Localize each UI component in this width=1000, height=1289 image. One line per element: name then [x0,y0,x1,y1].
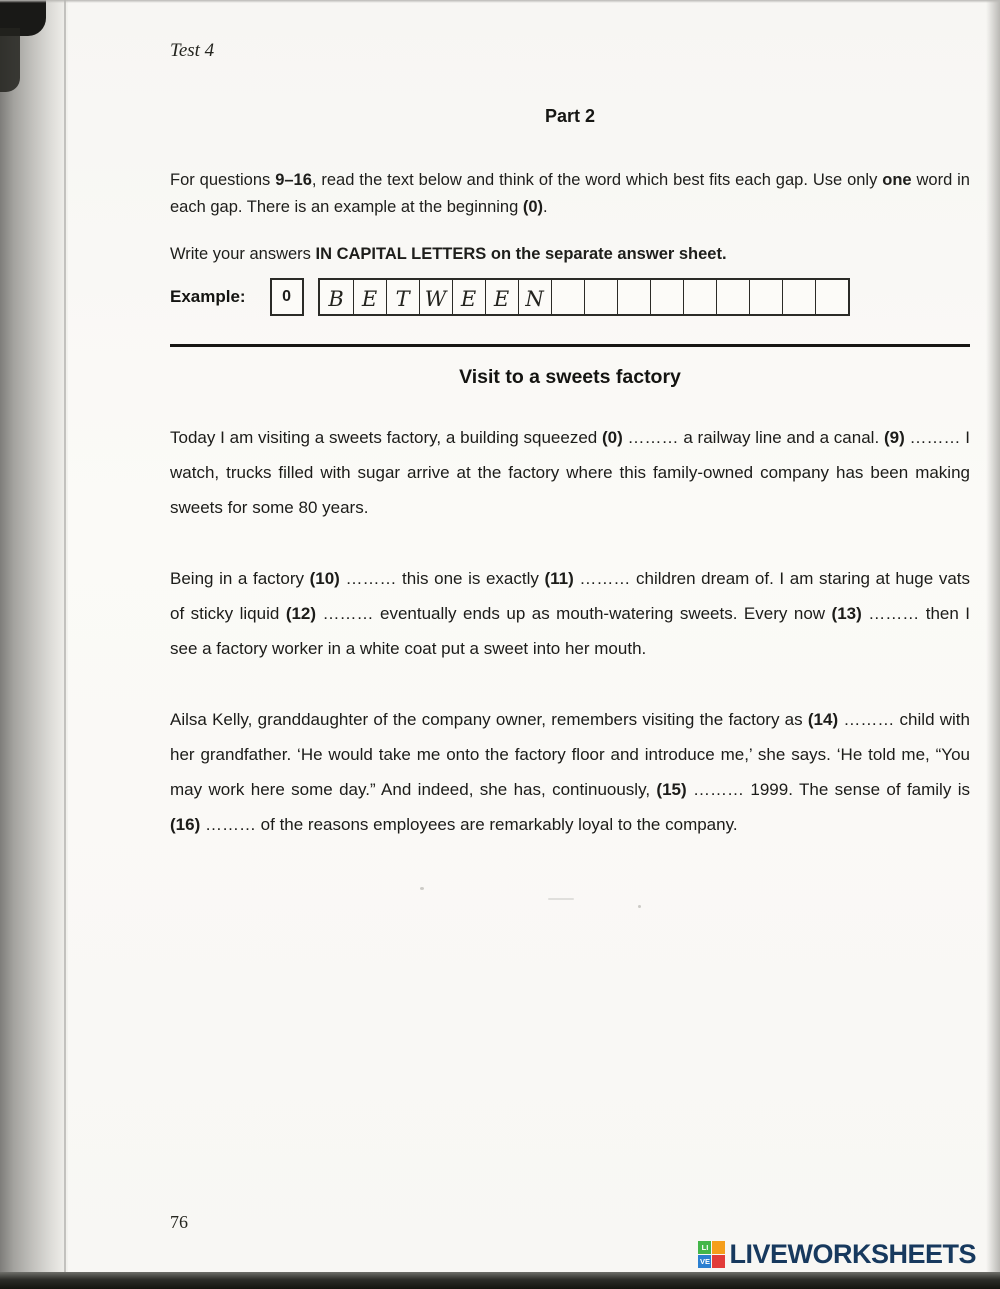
divider-rule [170,344,970,347]
page-number: 76 [170,1212,188,1232]
liveworksheets-logo-icon [698,1241,725,1268]
answer-cell: E [485,280,518,314]
passage [170,420,970,842]
answer-cell [749,280,782,314]
example-number-box: 0 [270,278,304,316]
instructions-paragraph-2: Write your answers IN CAPITAL LETTERS on the separate answer sheet. [170,244,727,263]
answer-cell: E [353,280,386,314]
logo-square: VE [698,1255,711,1268]
passage-paragraph-2: Being in a factory (10) ……… this one is exactly (11) ……… children dream of. I am staring at huge vats of sticky liquid (12) ……… eventually ends up as mouth-watering sweets. Every now (13) ……… then I see a factory worker in a white coat put a sweet into her mouth. [170,569,971,658]
scan-edge-top [0,0,1000,3]
scan-edge-bottom [0,1272,1000,1289]
scan-speck [548,898,574,900]
answer-cell: B [328,287,344,311]
logo-square [712,1241,725,1254]
scan-edge-left [0,0,68,1289]
scan-corner-mark-2 [0,28,20,92]
instructions-paragraph-1: For questions 9–16, read the text below and think of the word which best fits each gap. Use only one word in each gap. There is an example at the beginning (0). [170,170,970,216]
logo-square [712,1255,725,1268]
answer-grid [318,278,850,316]
scan-speck [420,887,424,890]
answer-cell [617,280,650,314]
liveworksheets-logo-text: LIVEWORKSHEETS [729,1239,976,1269]
book-header: Test 4 [170,40,215,61]
answer-cell [650,280,683,314]
example-row [170,278,850,316]
answer-cell [584,280,617,314]
answer-cell [815,280,848,314]
answer-cell [716,280,749,314]
answer-cell [782,280,815,314]
part-title: Part 2 [544,106,596,126]
answer-cell: E [452,280,485,314]
passage-paragraph-1: Today I am visiting a sweets factory, a building squeezed (0) ……… a railway line and a canal. (9) ……… I watch, trucks filled with sugar arrive at the factory where this family-owned company has been making sweets for some 80 years. [170,428,970,517]
answer-cell [683,280,716,314]
liveworksheets-logo[interactable] [698,1239,976,1270]
scan-speck [638,905,641,908]
scan-binding-line [64,0,66,1289]
passage-paragraph-3: Ailsa Kelly, granddaughter of the company owner, remembers visiting the factory as (14) ……… child with her grandfather. ‘He would take me onto the factory floor and introduce me,’ she says. ‘He told me, “You may work here some day.” And indeed, she has, continuously, (15) ……… 1999. The sense of family is (16) ……… of the reasons employees are remarkably loyal to the company. [170,710,970,834]
passage-title: Visit to a sweets factory [459,366,681,388]
answer-cell [551,280,584,314]
answer-cell: T [386,280,419,314]
scan-edge-right [986,0,1000,1289]
logo-square: LI [698,1241,711,1254]
answer-cell: W [419,280,452,314]
example-label: Example: [170,287,246,306]
answer-cell: N [518,280,551,314]
